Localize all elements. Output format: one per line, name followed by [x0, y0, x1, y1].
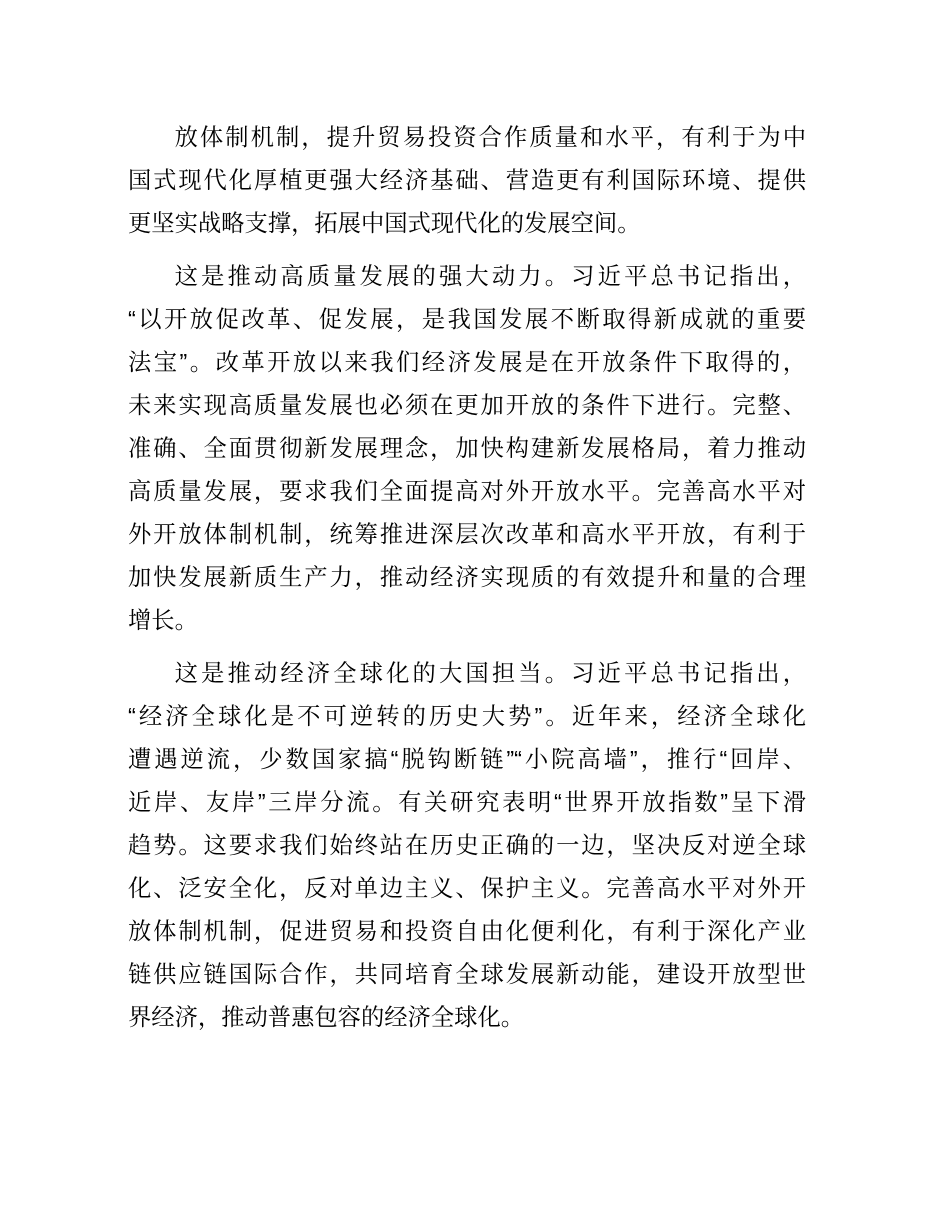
paragraph-3 [128, 652, 806, 1039]
paragraph-1 [128, 116, 806, 245]
text-line: 这是推动高质量发展的强大动力。习近平总书记指出， [174, 263, 806, 289]
text-line: “经济全球化是不可逆转的历史大势”。近年来，经济全球化 [128, 703, 806, 729]
text-line: 放体制机制，提升贸易投资合作质量和水平，有利于为中 [174, 124, 806, 150]
text-line: 外开放体制机制，统筹推进深层次改革和高水平开放，有利于 [128, 521, 806, 547]
text-line: 化、泛安全化，反对单边主义、保护主义。完善高水平对外开 [128, 875, 806, 901]
text-line: 未来实现高质量发展也必须在更加开放的条件下进行。完整、 [128, 392, 806, 418]
text-line: 准确、全面贯彻新发展理念，加快构建新发展格局，着力推动 [128, 435, 806, 461]
paragraph-2 [128, 255, 806, 642]
text-line: 趋势。这要求我们始终站在历史正确的一边，坚决反对逆全球 [128, 832, 806, 858]
text-line: 界经济，推动普惠包容的经济全球化。 [128, 1004, 525, 1030]
text-line: 加快发展新质生产力，推动经济实现质的有效提升和量的合理 [128, 564, 806, 590]
text-line: 放体制机制，促进贸易和投资自由化便利化，有利于深化产业 [128, 918, 806, 944]
text-line: 链供应链国际合作，共同培育全球发展新动能，建设开放型世 [128, 961, 806, 987]
text-line: 法宝”。改革开放以来我们经济发展是在开放条件下取得的， [128, 349, 806, 375]
text-line: 近岸、友岸”三岸分流。有关研究表明“世界开放指数”呈下滑 [128, 789, 806, 815]
text-line: 国式现代化厚植更强大经济基础、营造更有利国际环境、提供 [128, 167, 806, 193]
text-line: 高质量发展，要求我们全面提高对外开放水平。完善高水平对 [128, 478, 806, 504]
text-line: 增长。 [128, 607, 198, 633]
text-line: 遭遇逆流，少数国家搞“脱钩断链”“小院高墙”，推行“回岸、 [128, 746, 806, 772]
text-line: 更坚实战略支撑，拓展中国式现代化的发展空间。 [128, 210, 641, 236]
text-line: 这是推动经济全球化的大国担当。习近平总书记指出， [174, 660, 806, 686]
document-body [128, 116, 806, 1039]
text-line: “以开放促改革、促发展，是我国发展不断取得新成就的重要 [128, 306, 806, 332]
